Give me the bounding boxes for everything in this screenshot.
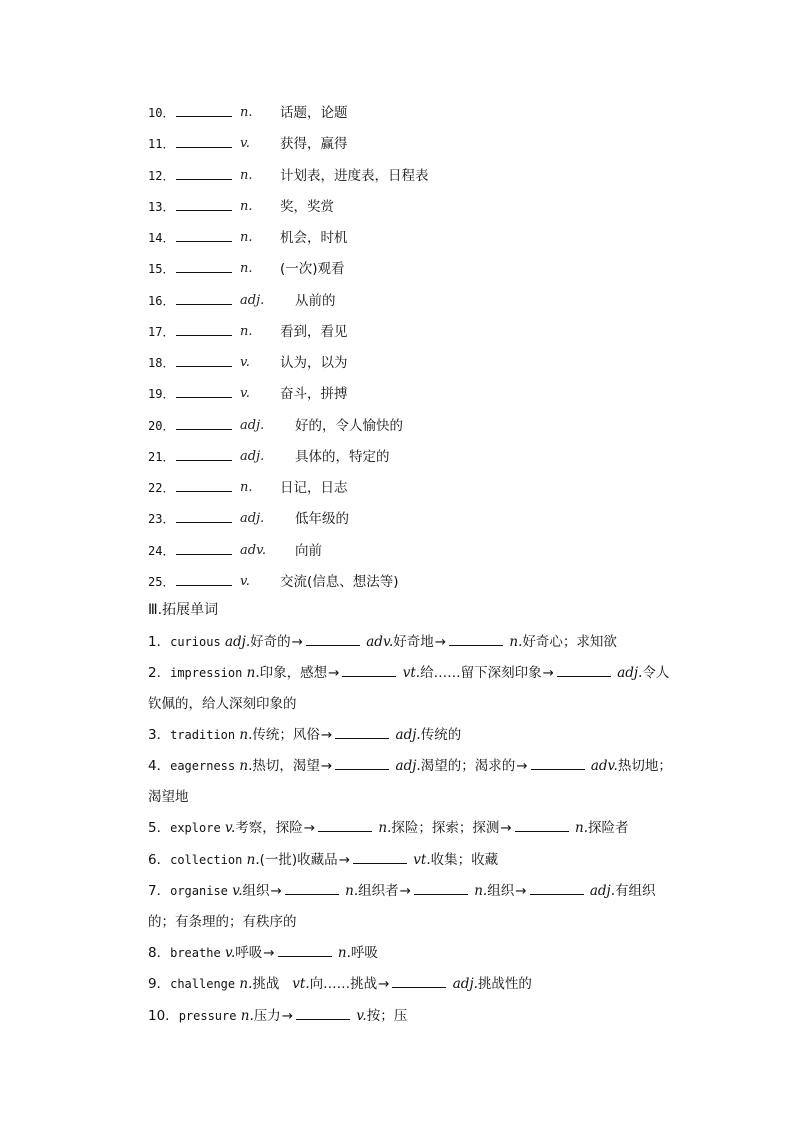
vocab-number: 17． (148, 325, 175, 339)
answer-blank[interactable] (176, 196, 232, 211)
vocab-item (148, 290, 336, 312)
part-of-speech: v. (356, 1008, 367, 1024)
part-of-speech: vt. (292, 976, 310, 992)
answer-blank[interactable] (176, 227, 232, 242)
part-of-speech: adj. (240, 418, 265, 433)
arrow-icon: → (320, 758, 333, 774)
vocab-number: 10． (148, 106, 175, 120)
vocab-item (148, 540, 322, 562)
part-of-speech: adj. (589, 883, 616, 899)
part-of-speech: v. (240, 574, 250, 589)
ext-text: 10． (148, 1008, 179, 1024)
part-of-speech: v. (224, 820, 236, 836)
vocab-number: 20． (148, 419, 175, 433)
headword: curious (170, 635, 221, 649)
part-of-speech: adv. (240, 543, 267, 558)
ext-text: 呼吸 (350, 945, 378, 961)
vocab-item (148, 446, 390, 468)
answer-blank[interactable] (176, 571, 232, 586)
part-of-speech: v. (240, 386, 250, 401)
vocab-number: 25． (148, 575, 175, 589)
vocab-number: 21． (148, 450, 175, 464)
vocab-number: 12． (148, 169, 175, 183)
ext-item-1 (120, 627, 682, 658)
chinese-meaning: 奖，奖赏 (280, 199, 334, 215)
answer-blank[interactable] (176, 133, 232, 148)
part-of-speech: adv. (366, 634, 394, 650)
part-of-speech: v. (240, 136, 250, 151)
vocab-item (148, 383, 348, 405)
vocab-item (148, 196, 334, 218)
chinese-meaning: 日记，日志 (280, 480, 348, 496)
vocab-number: 24． (148, 544, 175, 558)
answer-blank[interactable] (318, 817, 372, 832)
vocab-item (148, 258, 345, 280)
part-of-speech: adj. (240, 449, 265, 464)
arrow-icon: → (328, 665, 340, 681)
ext-item-10 (120, 1001, 682, 1032)
part-of-speech: adj. (240, 293, 265, 308)
ext-text: 1． (148, 634, 171, 650)
part-of-speech: adj. (224, 634, 251, 650)
arrow-icon: → (434, 634, 447, 650)
vocab-item (148, 352, 348, 374)
answer-blank[interactable] (557, 662, 611, 677)
chinese-meaning: 奋斗，拼搏 (280, 386, 348, 402)
answer-blank[interactable] (176, 352, 232, 367)
arrow-icon: → (281, 1008, 294, 1024)
chinese-meaning: 向前 (295, 543, 322, 559)
vocab-item (148, 508, 349, 530)
ext-text: 挑战性的 (477, 976, 532, 992)
part-of-speech: n. (575, 820, 589, 836)
ext-text: 4． (148, 758, 171, 774)
ext-text: 好奇的 (250, 634, 291, 650)
answer-blank[interactable] (342, 662, 396, 677)
part-of-speech: n. (240, 105, 253, 120)
chinese-meaning: 看到，看见 (280, 324, 348, 340)
vocab-number: 13． (148, 200, 175, 214)
part-of-speech: n. (240, 168, 253, 183)
ext-text: 呼吸 (235, 945, 263, 961)
vocab-item (148, 102, 348, 124)
vocab-number: 18． (148, 356, 175, 370)
answer-blank[interactable] (176, 446, 232, 461)
answer-blank[interactable] (278, 942, 332, 957)
ext-text: 给……留下深刻印象 (420, 665, 542, 681)
part-of-speech: n. (509, 634, 523, 650)
part-of-speech: v. (224, 945, 236, 961)
answer-blank[interactable] (285, 880, 339, 895)
vocab-item (148, 227, 348, 249)
arrow-icon: → (263, 945, 275, 961)
vocab-number: 11． (148, 137, 175, 151)
ext-text: 令人钦佩的，给人深刻印象的 (148, 665, 670, 712)
part-of-speech: n. (239, 727, 253, 743)
answer-blank[interactable] (449, 631, 503, 646)
answer-blank[interactable] (176, 477, 232, 492)
chinese-meaning: 好的，令人愉快的 (295, 418, 403, 434)
ext-text: 考察，探险 (235, 820, 303, 836)
arrow-icon: → (291, 634, 303, 650)
ext-text: 6． (148, 852, 171, 868)
chinese-meaning: 获得，赢得 (280, 136, 348, 152)
vocab-number: 23． (148, 512, 175, 526)
vocab-number: 14． (148, 231, 175, 245)
ext-text: 按；压 (366, 1008, 408, 1024)
ext-item-8 (120, 938, 682, 969)
arrow-icon: → (378, 976, 390, 992)
part-of-speech: n. (239, 758, 253, 774)
ext-text: 8． (148, 945, 171, 961)
ext-text: 传统；风俗 (252, 727, 320, 743)
ext-text: 9． (148, 976, 171, 992)
part-of-speech: n. (240, 230, 253, 245)
part-of-speech: n. (240, 199, 253, 214)
answer-blank[interactable] (335, 755, 389, 770)
answer-blank[interactable] (515, 817, 569, 832)
ext-text: 收集；收藏 (430, 852, 499, 868)
answer-blank[interactable] (176, 102, 232, 117)
part-of-speech: n. (240, 324, 253, 339)
ext-item-9 (120, 969, 682, 1000)
part-of-speech: n. (337, 945, 351, 961)
chinese-meaning: 计划表，进度表，日程表 (280, 168, 429, 184)
part-of-speech: adj. (452, 976, 478, 992)
answer-blank[interactable] (306, 631, 360, 646)
ext-item-6 (120, 845, 682, 876)
vocab-item (148, 165, 429, 187)
headword: eagerness (170, 759, 236, 773)
headword: pressure (178, 1009, 237, 1023)
answer-blank[interactable] (531, 755, 585, 770)
ext-text: 好奇心；求知欲 (522, 634, 617, 650)
ext-item-5 (120, 813, 682, 844)
vocab-number: 22． (148, 481, 175, 495)
ext-text: 2． (148, 665, 171, 681)
chinese-meaning: 认为，以为 (280, 355, 348, 371)
vocab-number: 16． (148, 294, 175, 308)
part-of-speech: n. (378, 820, 392, 836)
arrow-icon: → (516, 758, 528, 774)
answer-blank[interactable] (176, 415, 232, 430)
part-of-speech: v. (240, 355, 250, 370)
ext-text: 挑战 (252, 976, 280, 992)
chinese-meaning: 话题，论题 (280, 105, 348, 121)
part-of-speech: vt. (402, 665, 421, 681)
headword: breathe (170, 946, 221, 960)
ext-item-2 (120, 658, 682, 720)
part-of-speech: adj. (395, 727, 421, 743)
vocab-item (148, 415, 403, 437)
chinese-meaning: 低年级的 (295, 511, 349, 527)
arrow-icon: → (542, 665, 554, 681)
headword: organise (170, 884, 228, 898)
ext-text: 5． (148, 820, 171, 836)
ext-text: 组织 (242, 883, 270, 899)
vocab-item (148, 571, 399, 593)
arrow-icon: → (338, 852, 350, 868)
part-of-speech: n. (345, 883, 359, 899)
ext-text: 压力 (253, 1008, 281, 1024)
answer-blank[interactable] (335, 724, 389, 739)
answer-blank[interactable] (176, 321, 232, 336)
answer-blank[interactable] (176, 165, 232, 180)
part-of-speech: adv. (590, 758, 618, 774)
chinese-meaning: 具体的，特定的 (295, 449, 390, 465)
vocab-item (148, 321, 348, 343)
answer-blank[interactable] (176, 540, 232, 555)
part-of-speech: n. (239, 976, 253, 992)
chinese-meaning: 机会，时机 (280, 230, 348, 246)
headword: challenge (170, 977, 236, 991)
arrow-icon: → (399, 883, 411, 899)
ext-item-4 (120, 751, 682, 813)
headword: tradition (170, 728, 236, 742)
chinese-meaning: (一次)观看 (280, 261, 345, 277)
ext-text: 热切，渴望 (252, 758, 320, 774)
ext-item-7 (120, 876, 682, 938)
arrow-icon: → (303, 820, 316, 836)
answer-blank[interactable] (296, 1005, 350, 1020)
section-title: Ⅲ.拓展单词 (148, 602, 219, 618)
headword: explore (170, 821, 221, 835)
part-of-speech: n. (474, 883, 488, 899)
chinese-meaning: 从前的 (295, 293, 336, 309)
ext-text: 7． (148, 883, 171, 899)
part-of-speech: adj. (240, 511, 265, 526)
ext-text: 3． (148, 727, 171, 743)
part-of-speech: n. (240, 261, 253, 276)
ext-text: 印象，感想 (259, 665, 328, 681)
answer-blank[interactable] (176, 508, 232, 523)
ext-text: 渴望的；渴求的 (420, 758, 516, 774)
answer-blank[interactable] (353, 849, 407, 864)
ext-text: 传统的 (420, 727, 462, 743)
part-of-speech: vt. (413, 852, 431, 868)
ext-text: 组织者 (358, 883, 399, 899)
answer-blank[interactable] (414, 880, 468, 895)
vocab-item (148, 133, 348, 155)
answer-blank[interactable] (176, 258, 232, 273)
ext-item-3 (120, 720, 682, 751)
chinese-meaning: 交流(信息、想法等) (280, 574, 399, 590)
ext-text: 好奇地 (393, 634, 434, 650)
ext-text: 探险者 (588, 820, 629, 836)
arrow-icon: → (500, 820, 512, 836)
vocab-number: 15． (148, 262, 175, 276)
part-of-speech: v. (232, 883, 243, 899)
arrow-icon: → (320, 727, 333, 743)
arrow-icon: → (515, 883, 527, 899)
part-of-speech: adj. (617, 665, 643, 681)
headword: impression (170, 666, 243, 680)
ext-text: (一批)收藏品 (259, 852, 338, 868)
headword: collection (170, 853, 243, 867)
ext-text: 探险；探索；探测 (391, 820, 500, 836)
part-of-speech: n. (240, 480, 253, 495)
answer-blank[interactable] (176, 383, 232, 398)
part-of-speech: n. (240, 1008, 254, 1024)
answer-blank[interactable] (392, 973, 446, 988)
answer-blank[interactable] (176, 290, 232, 305)
ext-text: 向……挑战 (309, 976, 378, 992)
ext-text: 有组织的；有条理的；有秩序的 (148, 883, 656, 930)
answer-blank[interactable] (530, 880, 584, 895)
part-of-speech: n. (246, 665, 260, 681)
ext-text: 热切地；渴望地 (148, 758, 672, 805)
part-of-speech: n. (246, 852, 260, 868)
part-of-speech: adj. (395, 758, 421, 774)
vocab-number: 19． (148, 387, 175, 401)
vocab-item (148, 477, 348, 499)
arrow-icon: → (270, 883, 282, 899)
ext-text: 组织 (487, 883, 515, 899)
